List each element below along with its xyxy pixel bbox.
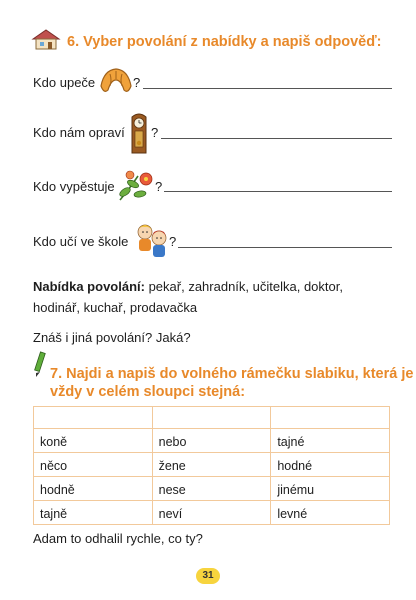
question-mark: ? xyxy=(169,234,177,249)
table-row xyxy=(34,453,390,477)
table-row xyxy=(34,477,390,501)
question-row xyxy=(33,64,392,104)
table-cell: koně xyxy=(34,429,153,453)
table-cell: jinému xyxy=(271,477,390,501)
question-row xyxy=(33,113,392,153)
table-row xyxy=(34,501,390,525)
table-cell: něco xyxy=(34,453,153,477)
question-text: Kdo nám opraví xyxy=(33,125,125,140)
table-cell: nese xyxy=(152,477,271,501)
followup-question: Znáš i jiná povolání? Jaká? xyxy=(33,330,191,345)
question-text: Kdo učí ve škole xyxy=(33,234,129,249)
croissant-icon xyxy=(98,64,134,105)
flower-icon xyxy=(116,170,156,209)
question-row xyxy=(33,170,392,210)
answer-line[interactable] xyxy=(161,138,392,139)
question-mark: ? xyxy=(151,125,159,140)
answer-line[interactable] xyxy=(143,88,392,89)
house-icon xyxy=(31,28,61,50)
exercise-7-title-line-1: 7. Najdi a napiš do volného rámečku slabiku, která je xyxy=(50,366,414,382)
question-mark: ? xyxy=(133,75,141,90)
pencil-icon xyxy=(32,351,46,377)
answer-line[interactable] xyxy=(178,247,392,248)
table-cell: tajně xyxy=(34,501,153,525)
answer-line[interactable] xyxy=(164,191,392,192)
answer-cell[interactable] xyxy=(152,407,271,429)
children-icon xyxy=(134,220,170,265)
answer-row xyxy=(34,407,390,429)
question-text: Kdo upeče xyxy=(33,75,96,90)
syllable-table xyxy=(33,406,390,525)
offer-label: Nabídka povolání: xyxy=(33,279,145,294)
exercise-6-title: 6. Vyber povolání z nabídky a napiš odpověď: xyxy=(67,34,382,50)
job-offer xyxy=(33,276,392,318)
answer-cell[interactable] xyxy=(271,407,390,429)
table-cell: neví xyxy=(152,501,271,525)
question-row xyxy=(33,220,392,260)
question-text: Kdo vypěstuje xyxy=(33,179,115,194)
answer-cell[interactable] xyxy=(34,407,153,429)
clock-icon xyxy=(129,111,149,162)
page-number: 31 xyxy=(196,568,220,584)
table-cell: nebo xyxy=(152,429,271,453)
table-row xyxy=(34,429,390,453)
table-cell: hodně xyxy=(34,477,153,501)
closing-question: Adam to odhalil rychle, co ty? xyxy=(33,531,203,546)
exercise-7-title-line-2: vždy v celém sloupci stejná: xyxy=(50,384,246,400)
table-cell: žene xyxy=(152,453,271,477)
offer-list: pekař, zahradník, učitelka, doktor, hodinář, kuchař, prodavačka xyxy=(33,279,343,315)
table-cell: hodné xyxy=(271,453,390,477)
question-mark: ? xyxy=(155,179,163,194)
table-cell: levné xyxy=(271,501,390,525)
table-cell: tajné xyxy=(271,429,390,453)
